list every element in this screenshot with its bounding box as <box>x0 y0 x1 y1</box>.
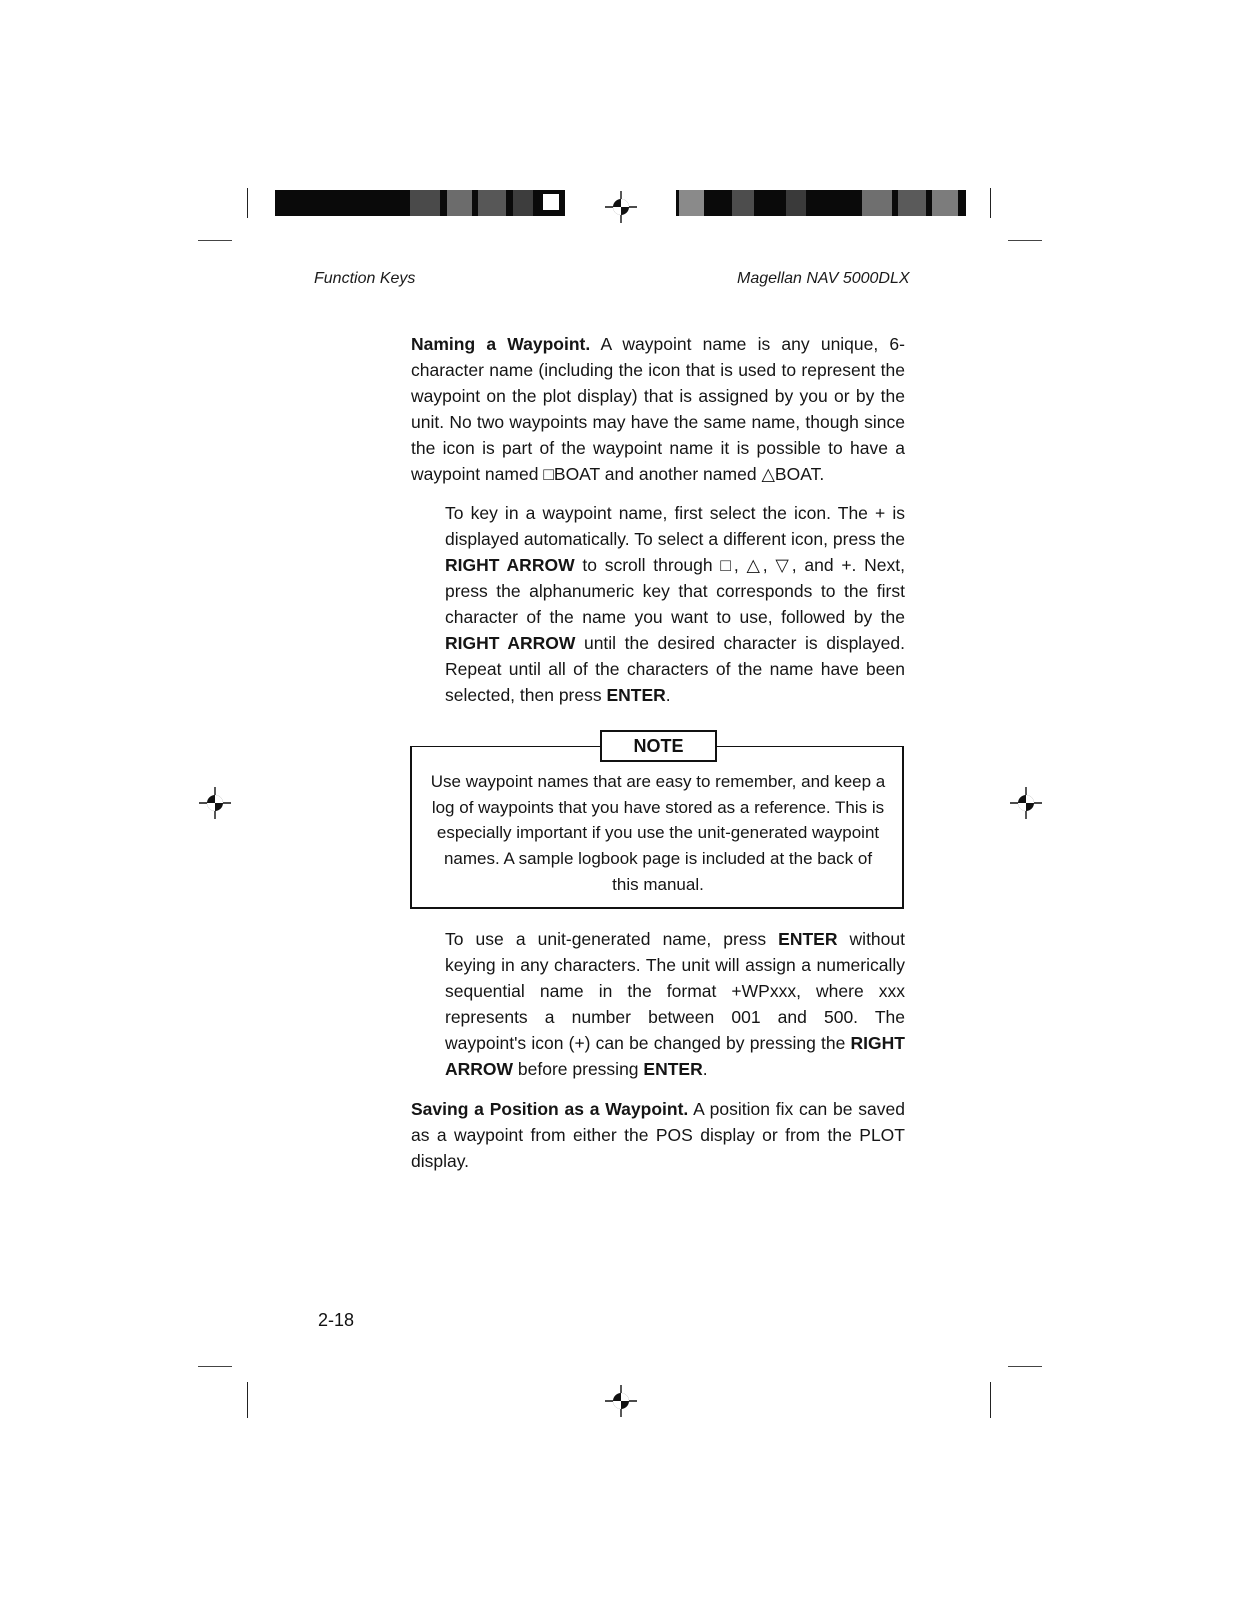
paragraph-text: until the desired character is displayed. Repeat until all of the characters of the name have been selected, then press <box>445 633 905 705</box>
crop-mark <box>247 188 248 218</box>
paragraph-text: without keying in any characters. The unit will assign a numerically sequential name in the format +WPxxx, where xxx represents a number between 001 and 500. The waypoint's icon (+) can be changed by pressing the <box>445 929 905 1053</box>
gray-swatch <box>513 190 533 216</box>
crop-mark <box>198 240 232 241</box>
key-label: RIGHT ARROW <box>445 633 576 653</box>
key-in-paragraph <box>445 500 905 708</box>
running-header-section: Function Keys <box>314 270 416 287</box>
crop-mark <box>198 1366 232 1367</box>
key-label: ENTER <box>643 1059 703 1079</box>
white-swatch <box>541 192 561 212</box>
paragraph-text: . <box>665 685 671 705</box>
gray-swatch <box>898 190 926 216</box>
note-text: Use waypoint names that are easy to remember, and keep a log of waypoints that you have stored as a reference. This is especially important if you use the unit-generated waypoint names. A sample logbook page is included at the back of this manual. <box>430 772 886 894</box>
key-label: RIGHT ARROW <box>445 1033 905 1079</box>
gray-swatch <box>932 190 958 216</box>
saving-position-paragraph <box>411 1096 905 1174</box>
square-icon: □ <box>543 464 554 484</box>
gray-swatch <box>478 190 506 216</box>
unit-generated-paragraph <box>445 926 905 1082</box>
key-label: ENTER <box>778 929 838 949</box>
crop-mark <box>1008 1366 1042 1367</box>
gray-swatch <box>732 190 754 216</box>
naming-waypoint-paragraph <box>411 331 905 487</box>
section-heading: Saving a Position as a Waypoint. <box>411 1099 689 1119</box>
paragraph-text: BOAT and another named <box>553 464 762 484</box>
paragraph-text: To use a unit-generated name, press <box>445 929 779 949</box>
gray-swatch <box>447 190 472 216</box>
key-label: RIGHT ARROW <box>445 555 575 575</box>
paragraph-text: A position fix can be saved as a waypoint from either the POS display or from the PLOT display. <box>411 1099 905 1171</box>
gray-swatch <box>786 190 806 216</box>
paragraph-text: A waypoint name is any unique, 6-character name (including the icon that is used to represent the waypoint on the plot display) that is assigned by you or by the unit. No two waypoints may have the same name, though since the icon is part of the waypoint name it is possible to have a waypoint named <box>411 334 905 484</box>
triangle-icon: △ <box>761 464 775 484</box>
paragraph-text: To key in a waypoint name, first select the icon. The + is displayed automatically. To select a different icon, press the <box>445 503 905 549</box>
page-number: 2-18 <box>318 1310 355 1330</box>
paragraph-text: BOAT. <box>774 464 825 484</box>
crosshair-icon <box>604 1384 638 1418</box>
color-bar-left <box>275 190 565 216</box>
paragraph-text: to scroll through □, △, ▽, and +. Next, press the alphanumeric key that corresponds to the first character of the name you want to use, followed by the <box>445 555 905 627</box>
crosshair-icon <box>1009 786 1043 820</box>
color-bar-right <box>676 190 966 216</box>
key-label: ENTER <box>606 685 666 705</box>
crop-mark <box>1008 240 1042 241</box>
crop-mark <box>990 1382 991 1418</box>
note-label: NOTE <box>600 730 717 762</box>
crop-mark <box>247 1382 248 1418</box>
gray-swatch <box>679 190 704 216</box>
section-heading: Naming a Waypoint. <box>411 334 591 354</box>
gray-swatch <box>862 190 892 216</box>
crop-mark <box>990 188 991 218</box>
paragraph-text: . <box>702 1059 708 1079</box>
crosshair-icon <box>198 786 232 820</box>
running-header-title: Magellan NAV 5000DLX <box>737 270 910 287</box>
paragraph-text: before pressing <box>513 1059 644 1079</box>
gray-swatch <box>410 190 440 216</box>
crosshair-icon <box>604 190 638 224</box>
